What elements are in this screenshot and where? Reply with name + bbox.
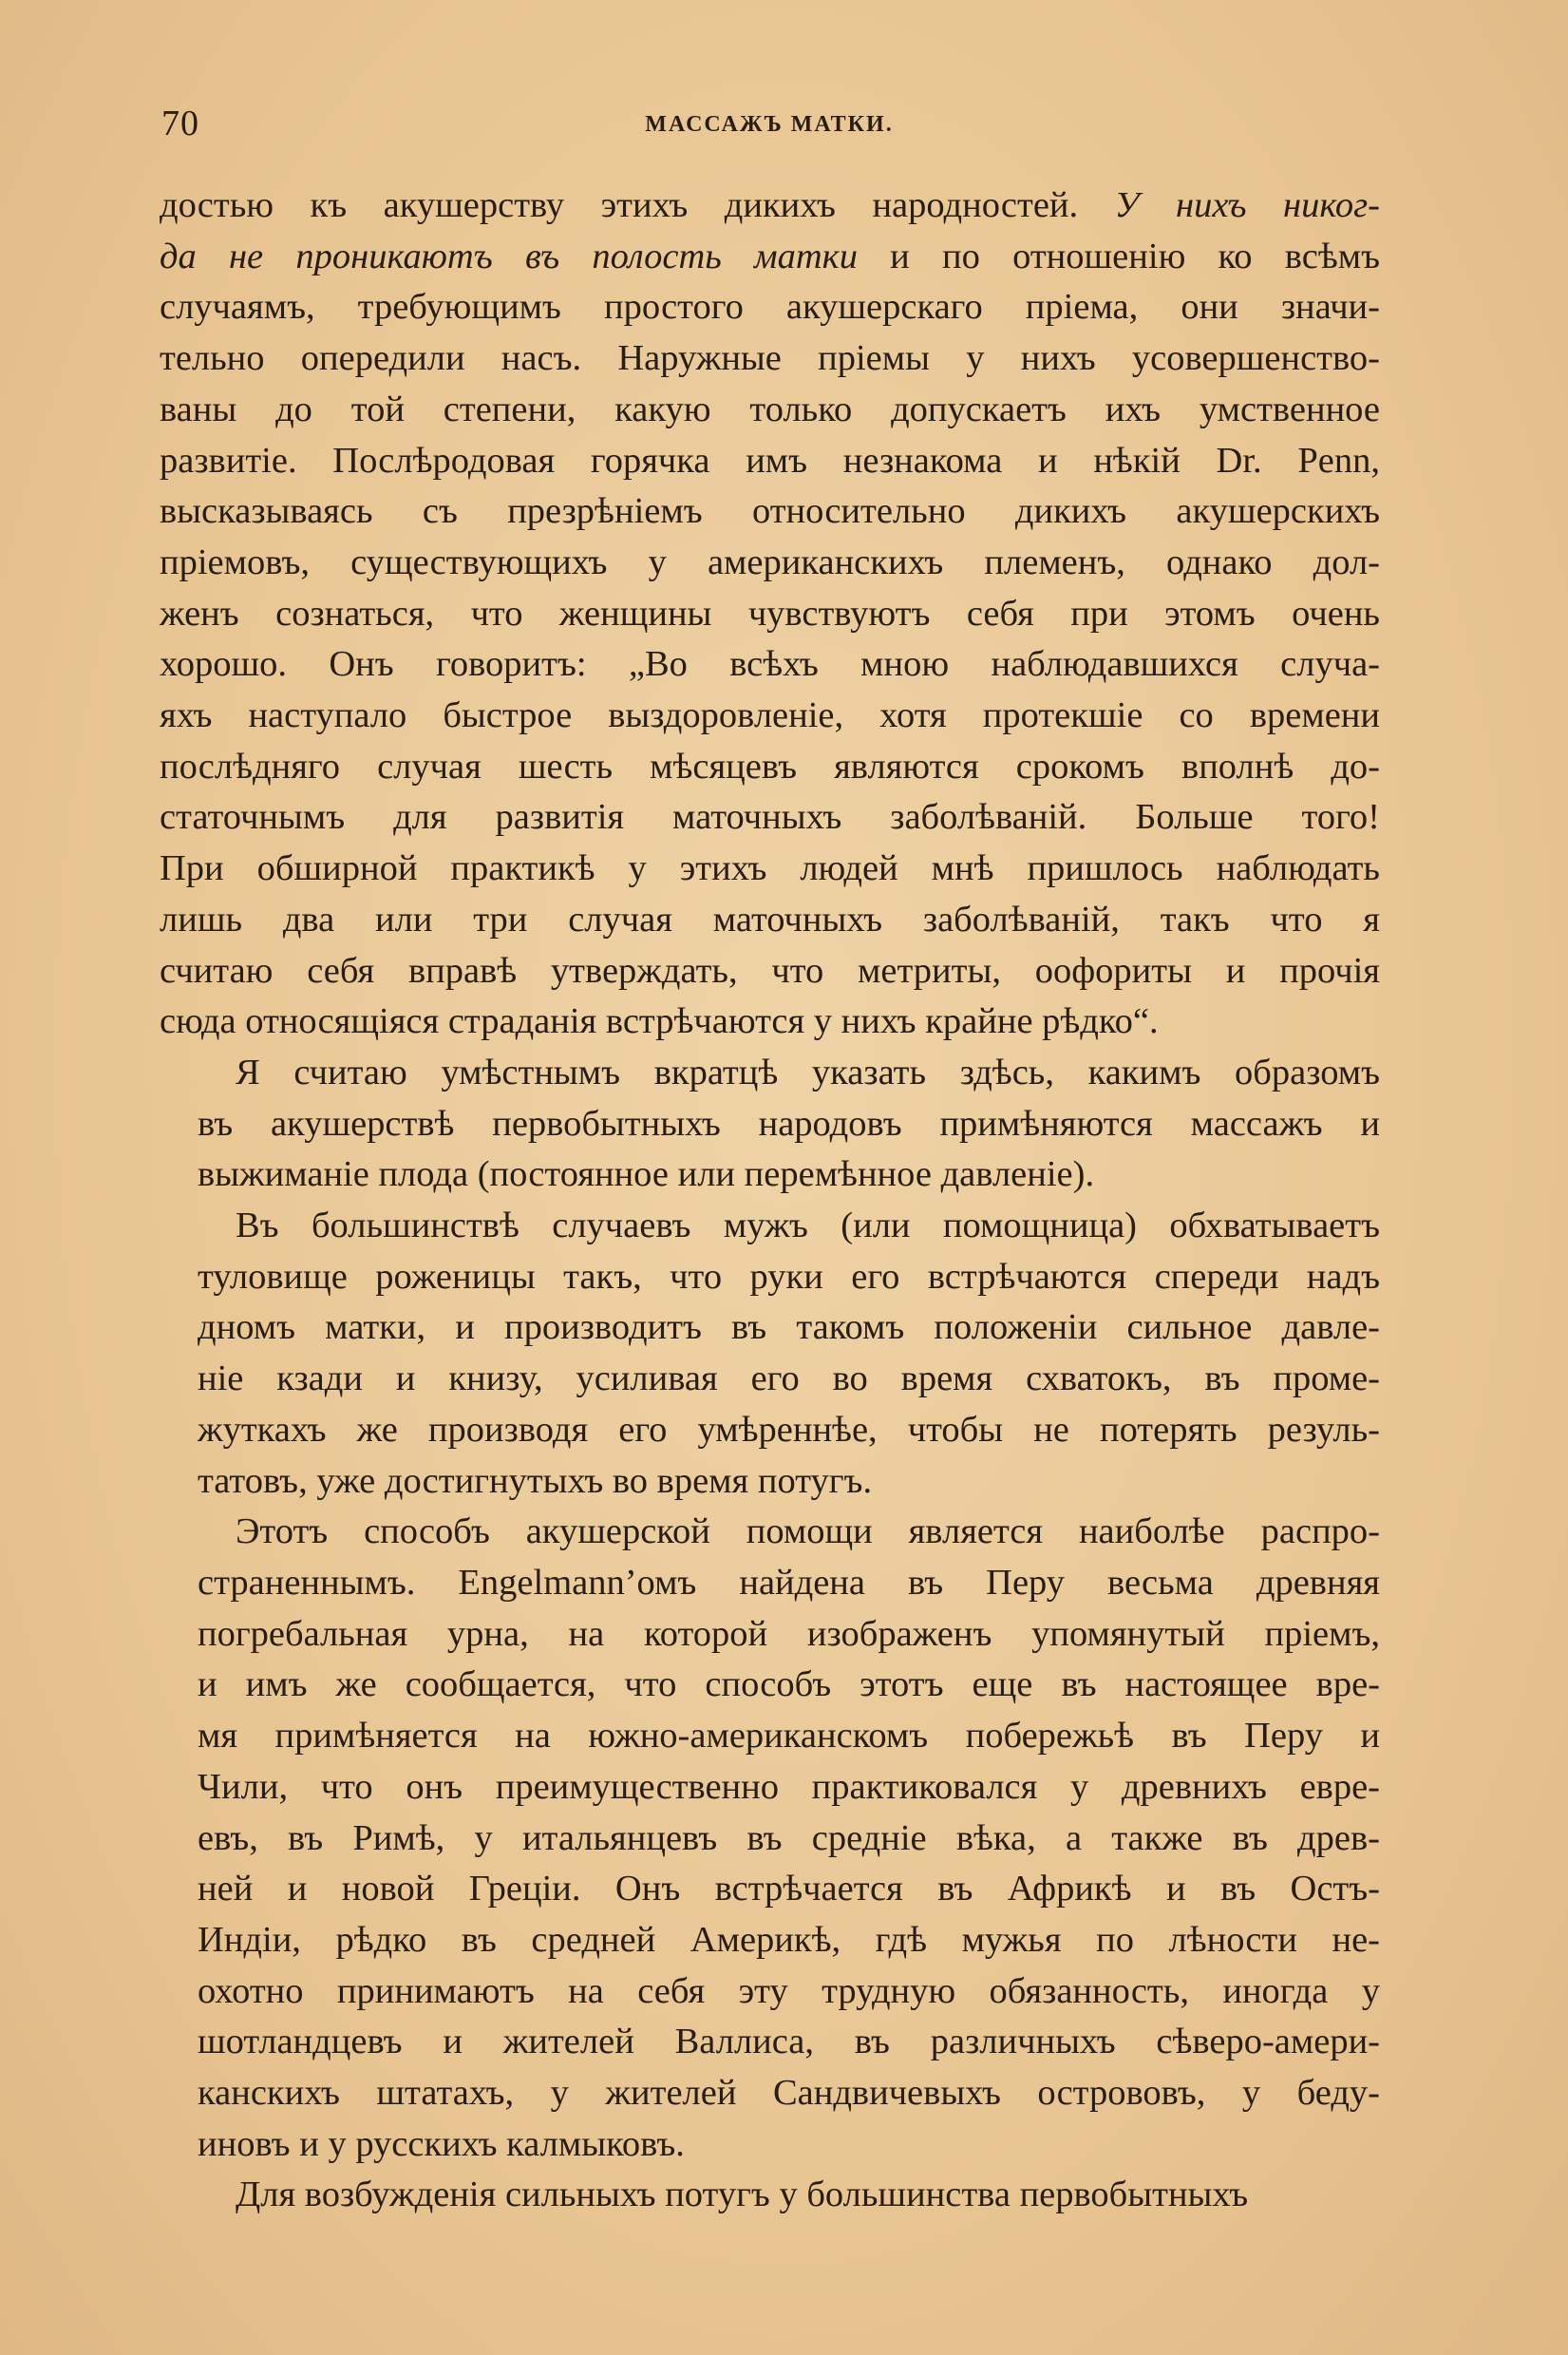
text-segment: Этотъ способъ акушерской помощи является наиболѣе распро- [236,1511,1380,1552]
text-line [160,1711,1380,1762]
text-segment: статочнымъ для развитія маточныхъ заболѣваній. Больше того! [160,797,1380,838]
text-line [160,333,1380,385]
text-line [160,1201,1380,1252]
text-line [160,997,1380,1048]
text-segment: сюда относящіяся страданія встрѣчаются у нихъ крайне рѣдко“. [160,1001,1159,1042]
text-line [160,2017,1380,2068]
text-segment: ваны до той степени, какую только допускаетъ ихъ умственное [160,389,1380,429]
text-segment: евъ, въ Римѣ, у итальянцевъ въ средніе вѣка, а также въ древ- [198,1817,1380,1858]
text-line [160,2170,1380,2221]
paragraph [160,1048,1380,1201]
text-line [160,180,1380,232]
text-line [160,282,1380,333]
text-line [160,946,1380,997]
text-segment: Индіи, рѣдко въ средней Америкѣ, гдѣ мужья по лѣности не- [198,1919,1380,1960]
paragraph [160,180,1380,1048]
text-segment: и по отношенію ко всѣмъ [857,236,1381,276]
text-line [160,742,1380,793]
text-segment: высказываясь съ презрѣніемъ относительно дикихъ акушерскихъ [160,491,1380,532]
text-line [160,1405,1380,1456]
text-line [160,1048,1380,1099]
text-line [160,1099,1380,1150]
text-segment: жуткахъ же производя его умѣреннѣе, чтобы не потерять резуль- [198,1409,1380,1450]
running-title: МАССАЖЪ МАТКИ. [645,112,894,137]
text-segment: пріемовъ, существующихъ у американскихъ племенъ, однако дол- [160,541,1380,582]
text-line [160,1660,1380,1711]
text-segment: туловище роженицы такъ, что руки его встрѣчаются спереди надъ [198,1256,1380,1297]
text-segment: охотно принимаютъ на себя эту трудную обязанность, иногда у [198,1970,1380,2011]
text-segment: яхъ наступало быстрое выздоровленіе, хотя протекшіе со времени [160,695,1380,736]
text-line [160,1456,1380,1508]
text-line [160,691,1380,742]
text-line [160,1609,1380,1661]
text-segment: Въ большинствѣ случаевъ мужъ (или помощница) обхватываетъ [236,1206,1380,1246]
text-segment: достью къ акушерству этихъ дикихъ народностей. [160,185,1115,225]
text-segment: послѣдняго случая шесть мѣсяцевъ являются срокомъ вполнѣ до- [160,746,1380,787]
text-segment: татовъ, уже достигнутыхъ во время потугъ. [198,1460,873,1501]
italic-text-segment: да не проникаютъ въ полость матки [160,236,858,276]
text-line [160,385,1380,436]
text-segment: тельно опередили насъ. Наружные пріемы у нихъ усовершенство- [160,338,1380,379]
text-segment: погребальная урна, на которой изображенъ упомянутый пріемъ, [198,1613,1380,1654]
text-line [160,792,1380,844]
text-line [160,1966,1380,2018]
text-line [160,2119,1380,2171]
text-line [160,844,1380,895]
text-line [160,436,1380,487]
italic-text-segment: У нихъ никог- [1114,185,1380,225]
paragraph [160,1507,1380,2170]
text-segment: лишь два или три случая маточныхъ заболѣваній, такъ что я [160,899,1380,940]
text-segment: Я считаю умѣстнымъ вкратцѣ указать здѣсь, какимъ образомъ [236,1052,1380,1092]
text-segment: Для возбужденія сильныхъ потугъ у большинства первобытныхъ [236,2175,1249,2215]
text-line [160,1762,1380,1814]
text-segment: и имъ же сообщается, что способъ этотъ еще въ настоящее вре- [198,1664,1380,1705]
text-line [160,538,1380,589]
text-line [160,1149,1380,1201]
text-segment: считаю себя вправѣ утверждать, что метриты, оофориты и прочія [160,950,1380,991]
text-segment: канскихъ штатахъ, у жителей Сандвичевыхъ острововъ, у беду- [198,2073,1380,2114]
text-segment: въ акушерствѣ первобытныхъ народовъ примѣняются массажъ и [198,1103,1380,1144]
text-line [160,1864,1380,1915]
text-segment: развитіе. Послѣродовая горячка имъ незнакома и нѣкій Dr. Penn, [160,440,1380,481]
text-segment: случаямъ, требующимъ простого акушерскаго пріема, они значи- [160,287,1380,328]
text-segment: ніе кзади и книзу, усиливая его во время схватокъ, въ проме- [198,1358,1380,1399]
text-line [160,1302,1380,1354]
text-line [160,1558,1380,1609]
text-line [160,232,1380,283]
text-segment: выжиманіе плода (постоянное или перемѣнное давленіе). [198,1154,1095,1195]
text-line [160,639,1380,691]
text-segment: При обширной практикѣ у этихъ людей мнѣ пришлось наблюдать [160,848,1380,889]
text-segment: страненнымъ. Engelmann’омъ найдена въ Перу весьма древняя [198,1562,1380,1603]
text-segment: мя примѣняется на южно-американскомъ побережьѣ въ Перу и [198,1716,1380,1757]
text-line [160,2068,1380,2119]
text-segment: Чили, что онъ преимущественно практиковался у древнихъ евре- [198,1766,1380,1807]
body-text [160,180,1380,2221]
text-segment: ней и новой Греціи. Онъ встрѣчается въ Африкѣ и въ Остъ- [198,1869,1380,1909]
text-line [160,486,1380,538]
paragraph [160,2170,1380,2221]
paragraph [160,1201,1380,1507]
text-segment: женъ сознаться, что женщины чувствуютъ себя при этомъ очень [160,593,1380,634]
text-line [160,1915,1380,1966]
page-number: 70 [161,104,199,143]
text-line [160,1814,1380,1865]
text-line [160,589,1380,640]
text-line [160,1354,1380,1405]
text-line [160,1507,1380,1558]
running-head [161,103,1377,160]
text-line [160,1252,1380,1303]
text-segment: хорошо. Онъ говоритъ: „Во всѣхъ мною наблюдавшихся случа- [160,644,1380,685]
text-line [160,895,1380,946]
text-segment: шотландцевъ и жителей Валлиса, въ различныхъ сѣверо-амери- [198,2022,1380,2062]
text-segment: иновъ и у русскихъ калмыковъ. [198,2123,685,2164]
text-segment: дномъ матки, и производитъ въ такомъ положеніи сильное давле- [198,1307,1380,1348]
